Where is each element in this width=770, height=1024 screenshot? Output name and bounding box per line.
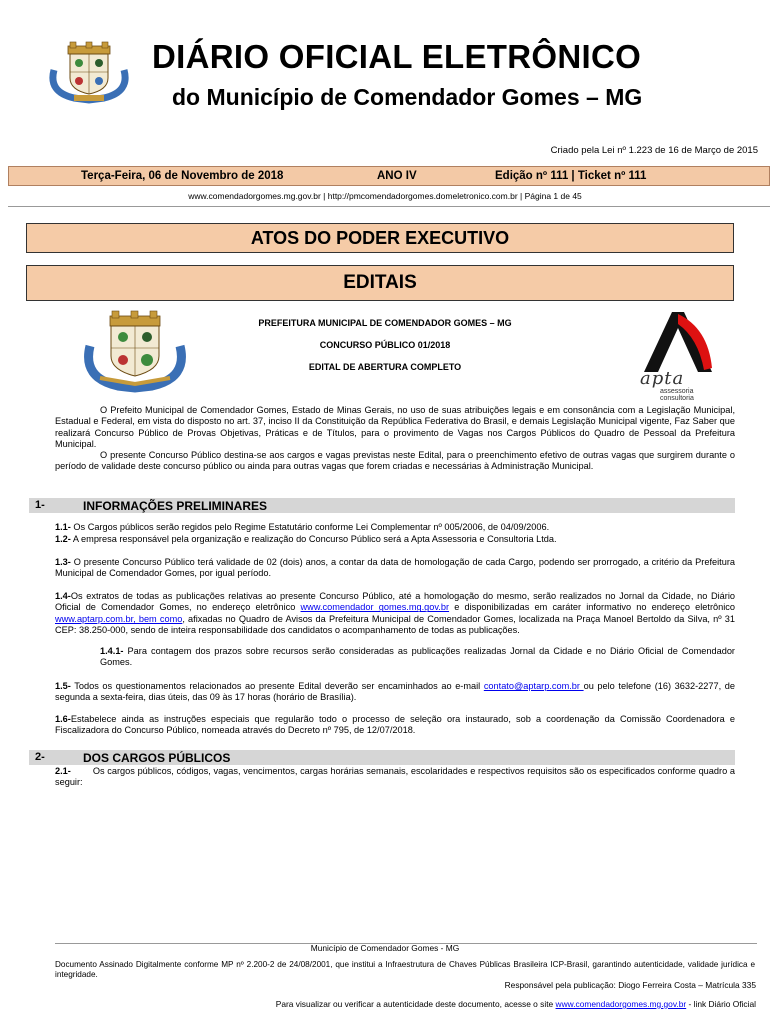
section-atos-heading: ATOS DO PODER EXECUTIVO — [26, 223, 734, 253]
item-2-1: 2.1- Os cargos públicos, códigos, vagas, vencimentos, cargas horárias semanais, escolaridades e respectivos requisitos são os especificados conforme quadro a seguir: — [55, 766, 735, 788]
footer-verify: Para visualizar ou verificar a autenticidade deste documento, acesse o site www.comendadorgomes.mg.gov.br - link Diário Oficial — [275, 999, 756, 1009]
section-editais-heading: EDITAIS — [26, 265, 734, 301]
section-1-title: INFORMAÇÕES PRELIMINARES — [83, 499, 268, 513]
item-1-1: 1.1- Os Cargos públicos serão regidos pelo Regime Estatutário conforme Lei Complementar nº 005/2006, de 04/09/2006. — [55, 522, 550, 532]
footer-responsible: Responsável pela publicação: Diogo Ferreira Costa – Matrícula 335 — [504, 980, 756, 990]
item-1-6: 1.6-Estabelece ainda as instruções especiais que regularão todo o processo de seleção ora instaurado, sob a coordenação da Comissão Coordenadora e Fiscalizadora do Concurso Público, nomeada através do Decreto nº 795, de 12/07/2018. — [55, 714, 735, 736]
section-1-heading — [29, 498, 735, 513]
item-1-3: 1.3- O presente Concurso Público terá validade de 02 (dois) anos, a contar da data de homologação de cada Cargo, podendo ser prorrogado, a critério da Prefeitura Municipal de Comendador Gomes, por igual período. — [55, 557, 735, 579]
footer-municipality: Município de Comendador Gomes - MG — [310, 943, 460, 953]
footer-signed-notice: Documento Assinado Digitalmente conforme MP nº 2.200-2 de 24/08/2001, que institui a Infraestrutura de Chaves Públicas Brasileira ICP-Brasil, garantindo autenticidade, validade jurídica e integridade. — [55, 960, 755, 979]
apta-sub2: consultoria — [660, 395, 694, 402]
apta-sub1: assessoria — [660, 388, 694, 395]
intro-paragraph-1: O Prefeito Municipal de Comendador Gomes, Estado de Minas Gerais, no uso de suas atribuições legais e em consonância com a Legislação Municipal, Estadual e Federal, em vista do disposto no art. 37, inciso II da Constituição da República Federativa do Brasil, e demais Legislação Municipal vigente, Faz Saber que realizará Concurso Público de Provas Objetivas, Práticas e de Títulos, para o provimento de Vagas nos Cargos Públicos do Quadro de Pessoal da Prefeitura Municipal. — [55, 405, 735, 450]
section-2-heading — [29, 750, 735, 765]
email-contato-link[interactable]: contato@aptarp.com.br — [483, 681, 584, 691]
item-1-4-1: 1.4.1- Para contagem dos prazos sobre recursos serão consideradas as publicações realizadas Jornal da Cidade e no Diário Oficial de Comendador Gomes. — [100, 646, 735, 668]
edital-organization: PREFEITURA MUNICIPAL DE COMENDADOR GOMES – MG — [258, 318, 512, 328]
created-by-law: Criado pela Lei nº 1.223 de 16 de Março de 2015 — [550, 145, 758, 156]
apta-mark-icon — [638, 308, 718, 374]
edition-year: ANO IV — [377, 170, 417, 182]
item-1-5: 1.5- Todos os questionamentos relacionados ao presente Edital deverão ser encaminhados ao e-mail contato@aptarp.com.br ou pelo telefone (16) 3632-2277, de segunda a sexta-feira, dias úteis, das 09 às 17 horas (horário de Brasília). — [55, 681, 735, 703]
section-2-number: 2- — [35, 751, 45, 763]
apta-logo — [638, 308, 718, 400]
header-divider — [8, 206, 770, 207]
edital-concurso: CONCURSO PÚBLICO 01/2018 — [319, 340, 451, 350]
edition-info-bar — [8, 166, 770, 186]
link-aptarp[interactable]: www.aptarp.com.br, bem como — [55, 613, 183, 624]
item-1-2: 1.2- A empresa responsável pela organização e realização do Concurso Público será a Apta Assessoria e Consultoria Ltda. — [55, 534, 557, 544]
section-2-title: DOS CARGOS PÚBLICOS — [83, 751, 231, 765]
link-comendador-gomes[interactable]: www.comendador gomes.mg.gov.br — [300, 602, 450, 613]
footer-site-link[interactable]: www.comendadorgomes.mg.gov.br — [555, 999, 687, 1009]
edital-coat-of-arms-logo — [78, 308, 192, 394]
apta-brand: apta — [640, 368, 685, 389]
edition-date: Terça-Feira, 06 de Novembro de 2018 — [81, 170, 284, 182]
item-1-4: 1.4-Os extratos de todas as publicações relativas ao presente Concurso Público, até a homologação do mesmo, serão realizados no Jornal da Cidade, no Diário Oficial de Comendador Gomes, no endereço eletrônico www.comendador gomes.mg.gov.br e disponibilizadas em caráter informativo no endereço eletrônico www.aptarp.com.br, bem como, afixadas no Quadro de Avisos da Prefeitura Municipal de Comendador Gomes, localizada na Praça Manoel Bertoldo da Silva, nº 31 CEP: 38.250-000, sendo de inteira responsabilidade dos candidatos o acompanhamento de todas as publicações. — [55, 591, 735, 636]
municipal-coat-of-arms-logo — [44, 40, 134, 106]
site-line: www.comendadorgomes.mg.gov.br | http://pmcomendadorgomes.domeletronico.com.br | Página 1 de 45 — [188, 191, 582, 201]
masthead-title: DIÁRIO OFICIAL ELETRÔNICO — [152, 38, 642, 75]
section-1-number: 1- — [35, 499, 45, 511]
intro-paragraph-2: O presente Concurso Público destina-se aos cargos e vagas previstas neste Edital, para o preenchimento efetivo de outras vagas que surgirem durante o período de validade deste concurso público ou ainda para outras vagas que forem criadas e necessárias à Administração Municipal. — [55, 450, 735, 472]
edital-type: EDITAL DE ABERTURA COMPLETO — [308, 362, 462, 372]
edition-number: Edição nº 111 | Ticket nº 111 — [495, 170, 647, 182]
masthead-subtitle: do Município de Comendador Gomes – MG — [172, 84, 643, 110]
